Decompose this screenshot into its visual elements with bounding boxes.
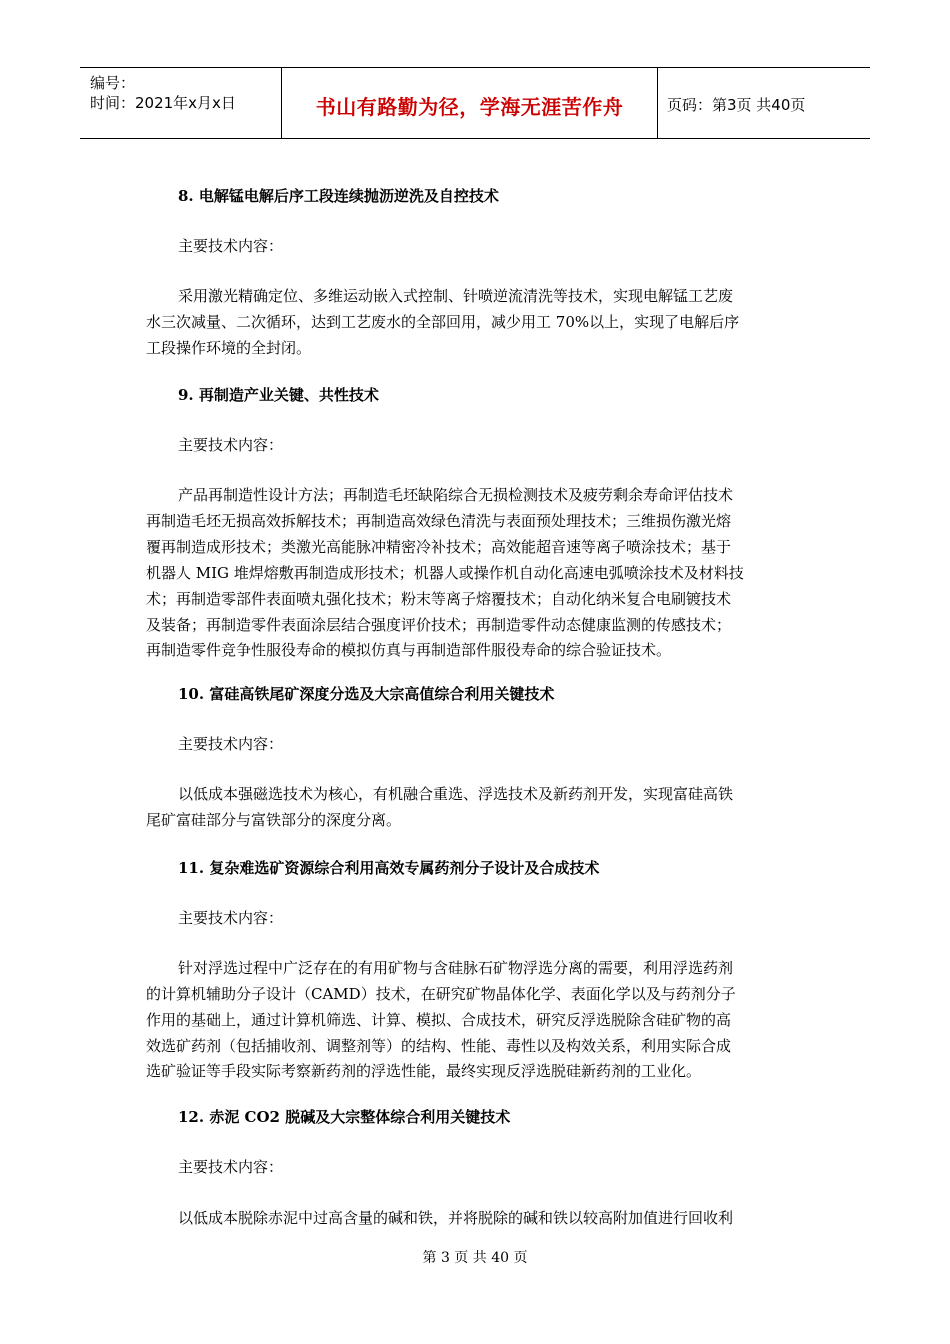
header-info-cell (80, 68, 282, 138)
section-title: 12. 赤泥 CO2 脱碱及大宗整体综合利用关键技术 (178, 1108, 511, 1126)
paragraph-line: 针对浮选过程中广泛存在的有用矿物与含硅脉石矿物浮选分离的需要，利用浮选药剂 (178, 959, 734, 977)
section-title: 10. 富硅高铁尾矿深度分选及大宗高值综合利用关键技术 (178, 685, 555, 703)
page-footer: 第 3 页 共 40 页 (422, 1250, 528, 1266)
paragraph-line: 尾矿富硅部分与富铁部分的深度分离。 (146, 811, 402, 829)
paragraph-line: 覆再制造成形技术；类激光高能脉冲精密冷补技术；高效能超音速等离子喷涂技术；基于 (146, 538, 732, 556)
section-title: 8. 电解锰电解后序工段连续抛沥逆洗及自控技术 (178, 187, 499, 205)
time-label: 时间：2021年x月x日 (90, 94, 236, 112)
paragraph-line: 以低成本脱除赤泥中过高含量的碱和铁，并将脱除的碱和铁以较高附加值进行回收利 (178, 1209, 734, 1227)
paragraph-line: 选矿验证等手段实际考察新药剂的浮选性能，最终实现反浮选脱硅新药剂的工业化。 (146, 1062, 702, 1080)
paragraph-line: 及装备；再制造零件表面涂层结合强度评价技术；再制造零件动态健康监测的传感技术； (146, 616, 732, 634)
paragraph-line: 的计算机辅助分子设计（CAMD）技术，在研究矿物晶体化学、表面化学以及与药剂分子 (146, 985, 736, 1003)
section-subtitle: 主要技术内容： (178, 735, 284, 753)
paragraph-line: 机器人 MIG 堆焊熔敷再制造成形技术；机器人或操作机自动化高速电弧喷涂技术及材料技 (146, 564, 744, 582)
header-motto-cell (282, 68, 658, 138)
paragraph-line: 再制造毛坯无损高效拆解技术；再制造高效绿色清洗与表面预处理技术；三维损伤激光熔 (146, 512, 732, 530)
section-subtitle: 主要技术内容： (178, 1158, 284, 1176)
paragraph-line: 采用激光精确定位、多维运动嵌入式控制、针喷逆流清洗等技术，实现电解锰工艺废 (178, 287, 734, 305)
page-label: 页码：第3页 共40页 (667, 96, 806, 114)
paragraph-line: 工段操作环境的全封闭。 (146, 339, 312, 357)
section-title: 11. 复杂难选矿资源综合利用高效专属药剂分子设计及合成技术 (178, 859, 600, 877)
section-subtitle: 主要技术内容： (178, 909, 284, 927)
header-motto: 书山有路勤为径，学海无涯苦作舟 (315, 95, 624, 119)
header-page-cell (658, 68, 870, 138)
paragraph-line: 术；再制造零部件表面喷丸强化技术；粉末等离子熔覆技术；自动化纳米复合电刷镀技术 (146, 590, 732, 608)
paragraph-line: 效选矿药剂（包括捕收剂、调整剂等）的结构、性能、毒性以及构效关系，利用实际合成 (146, 1037, 732, 1055)
paragraph-line: 水三次减量、二次循环，达到工艺废水的全部回用，减少用工 70%以上，实现了电解后序 (146, 313, 740, 331)
section-subtitle: 主要技术内容： (178, 237, 284, 255)
paragraph-line: 作用的基础上，通过计算机筛选、计算、模拟、合成技术，研究反浮选脱除含硅矿物的高 (146, 1011, 732, 1029)
number-label: 编号： (90, 74, 136, 92)
section-title: 9. 再制造产业关键、共性技术 (178, 386, 379, 404)
paragraph-line: 产品再制造性设计方法；再制造毛坯缺陷综合无损检测技术及疲劳剩余寿命评估技术 (178, 486, 734, 504)
paragraph-line: 再制造零件竞争性服役寿命的模拟仿真与再制造部件服役寿命的综合验证技术。 (146, 641, 672, 659)
header-table (80, 67, 870, 139)
section-subtitle: 主要技术内容： (178, 436, 284, 454)
paragraph-line: 以低成本强磁选技术为核心，有机融合重选、浮选技术及新药剂开发，实现富硅高铁 (178, 785, 734, 803)
